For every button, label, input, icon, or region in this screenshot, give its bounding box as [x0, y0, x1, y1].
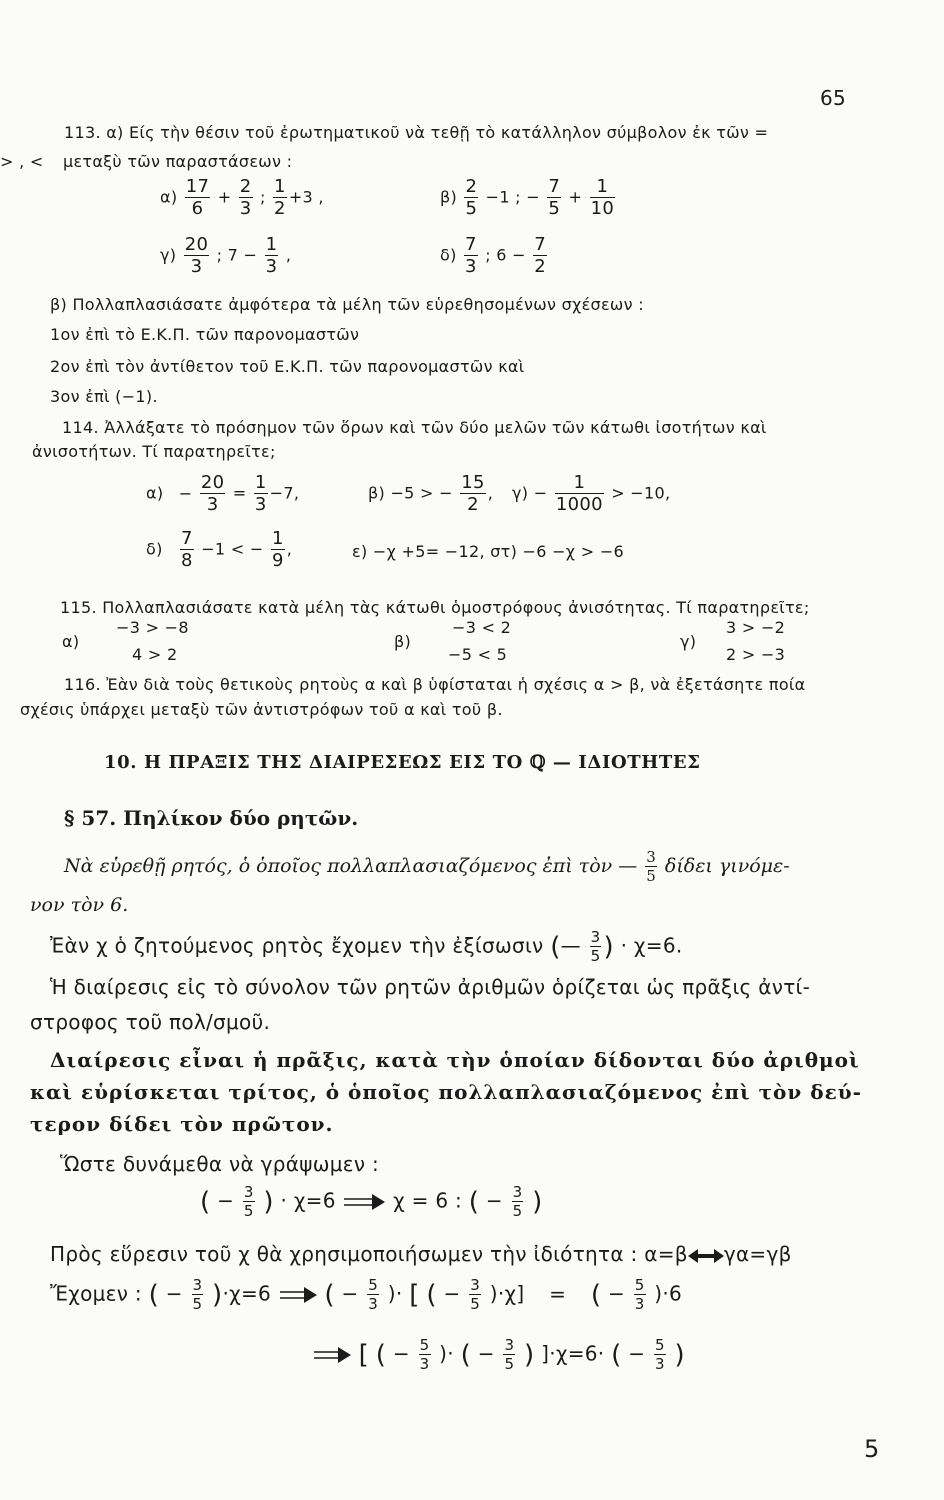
iff-arrow-icon — [688, 1249, 724, 1263]
paren: ( — [468, 1187, 480, 1217]
equation-3 — [312, 1338, 685, 1372]
paren: ( — [611, 1340, 622, 1370]
tail: +3 , — [288, 187, 324, 207]
eq-mid: · χ=6 — [280, 1188, 336, 1213]
division-def-line1: Ἡ διαίρεσις εἰς τὸ σύνολον τῶν ρητῶν ἀριθμῶν ὁρίζεται ὡς πρᾶξις ἀντί- — [50, 975, 811, 999]
mid: −1 < − — [201, 539, 264, 559]
ex116-line2: σχέσις ὑπάρχει μεταξὺ τῶν ἀντιστρόφων τοῦ α καὶ τοῦ β. — [20, 700, 503, 719]
label-b: β) — [368, 483, 386, 503]
minus: − — [165, 1281, 183, 1306]
ex114-line2: ἀνισοτήτων. Τί παρατηρεῖτε; — [32, 442, 276, 461]
fraction: $\frac{2}{3}$ — [239, 176, 252, 219]
division-def-line2: στροφος τοῦ πολ/σμοῦ. — [30, 1010, 271, 1034]
paren: ( — [550, 932, 561, 962]
ex113-symbols: > , < — [0, 152, 44, 171]
fraction: $\frac{3}{5}$ — [646, 848, 656, 885]
fraction: $\frac{5}{3}$ — [634, 1276, 645, 1313]
minus: — — [560, 933, 581, 958]
implies-arrow-icon — [342, 1193, 386, 1211]
paren: ) — [212, 1280, 223, 1310]
ex115-b-l2: −5 < 5 — [448, 645, 508, 664]
paren: ( — [324, 1280, 335, 1310]
fraction: $\frac{1}{3}$ — [265, 234, 278, 277]
fraction: $\frac{3}{5}$ — [470, 1276, 481, 1313]
fraction: $\frac{3}{5}$ — [243, 1183, 254, 1220]
ex115-a-l1: −3 > −8 — [116, 618, 189, 637]
fraction: $\frac{2}{5}$ — [465, 176, 478, 219]
fraction: $\frac{3}{5}$ — [504, 1336, 515, 1373]
ex116-line1: 116. Ἐὰν διὰ τοὺς θετικοὺς ρητοὺς α καὶ β ὑφίσταται ἡ σχέσις α > β, νὰ ἐξετάσητε ποία — [64, 675, 806, 694]
page-number: 65 — [820, 86, 847, 110]
ex115-b-l1: −3 < 2 — [452, 618, 512, 637]
ex114-e: ε) −χ +5= −12, στ) −6 −χ > −6 — [352, 542, 625, 561]
property-text: Πρὸς εὕρεσιν τοῦ χ θὰ χρησιμοποιήσωμεν τὴν ἰδιότητα : α=β — [50, 1242, 688, 1266]
ex114-b — [368, 474, 493, 514]
bracket: ]·χ=6· — [541, 1341, 605, 1366]
op: + — [568, 187, 583, 207]
fraction: $\frac{1}{9}$ — [271, 528, 284, 571]
bracket: [ — [409, 1280, 420, 1310]
ex113-b — [440, 178, 617, 218]
ex113-b-head: β) Πολλαπλασιάσατε ἀμφότερα τὰ μέλη τῶν εὑρεθησομένων σχέσεων : — [50, 295, 644, 314]
paren: ( — [148, 1280, 160, 1310]
problem-text: Νὰ εὑρεθῇ ρητός, ὁ ὁποῖος πολλαπλασιαζόμενος ἐπὶ τὸν — — [64, 855, 638, 877]
ex113-line2-text: μεταξὺ τῶν παραστάσεων : — [62, 152, 293, 171]
paren: ) — [523, 1340, 535, 1370]
fraction: $\frac{15}{2}$ — [461, 472, 485, 515]
bracket: [ — [358, 1340, 370, 1370]
ex115-a-l2: 4 > 2 — [132, 645, 178, 664]
label-g: γ) — [160, 245, 177, 265]
op: + — [217, 187, 232, 207]
signature-number: 5 — [864, 1435, 880, 1463]
paren: )· — [387, 1281, 403, 1306]
fraction: $\frac{3}{5}$ — [590, 928, 601, 965]
property-text-end: γα=γβ — [723, 1242, 792, 1266]
paren: ) — [674, 1340, 685, 1370]
mid: ; 7 − — [216, 245, 258, 265]
label-g: γ) — [512, 483, 529, 503]
fraction: $\frac{7}{8}$ — [181, 528, 193, 571]
fraction: $\frac{7}{3}$ — [465, 234, 477, 277]
mid: −1 ; − — [485, 187, 540, 207]
ex113-g — [160, 236, 291, 276]
tail: −7, — [269, 483, 300, 503]
paren: )·χ] — [489, 1281, 525, 1306]
eq-mid: ·χ=6 — [222, 1281, 272, 1306]
minus: − — [217, 1188, 235, 1213]
eq-text-end: · χ=6. — [620, 933, 683, 958]
problem-text-end: δίδει γινόμε- — [664, 855, 790, 877]
label-a: α) — [160, 187, 178, 207]
minus: − — [477, 1341, 495, 1366]
minus: − — [178, 483, 193, 503]
ex115-head: 115. Πολλαπλασιάσατε κατὰ μέλη τὰς κάτωθι ὁμοστρόφους ἀνισότητας. Τί παρατηρεῖτε; — [60, 598, 810, 617]
minus: − — [628, 1341, 646, 1366]
label-d: δ) — [146, 539, 163, 559]
ex113-d — [440, 236, 549, 276]
label: Ἔχομεν : — [50, 1281, 142, 1306]
ex113-l3: 3ον ἐπὶ (−1). — [50, 387, 158, 406]
label-b: β) — [440, 187, 458, 207]
bold-def-line3: τερον δίδει τὸν πρῶτον. — [30, 1112, 334, 1136]
equation-2 — [50, 1278, 682, 1312]
fraction: $\frac{7}{2}$ — [534, 234, 546, 277]
minus: − — [607, 1281, 626, 1306]
minus: − — [533, 483, 548, 503]
paren: ( — [426, 1280, 437, 1310]
tail: , — [285, 245, 292, 265]
ex115-b-label: β) — [394, 632, 412, 651]
paren: ( — [375, 1340, 387, 1370]
fraction: $\frac{20}{3}$ — [200, 472, 225, 515]
minus: − — [392, 1341, 410, 1366]
paren: )· — [439, 1341, 454, 1366]
label-a: α) — [146, 483, 164, 503]
fraction: $\frac{20}{3}$ — [184, 234, 209, 277]
fraction: $\frac{1}{2}$ — [274, 176, 286, 219]
fraction: $\frac{1}{3}$ — [254, 472, 267, 515]
fraction: $\frac{3}{5}$ — [192, 1276, 203, 1313]
paren: ( — [460, 1340, 472, 1370]
ex115-g-l1: 3 > −2 — [726, 618, 786, 637]
problem-line1 — [64, 850, 790, 884]
implies-arrow-icon — [278, 1286, 318, 1304]
minus: − — [443, 1281, 461, 1306]
ex114-head: 114. Ἀλλάξατε τὸ πρόσημον τῶν ὅρων καὶ τῶν δύο μελῶν τῶν κάτωθι ἰσοτήτων καὶ — [62, 418, 767, 437]
section-title: 10. Η ΠΡΑΞΙΣ ΤΗΣ ΔΙΑΙΡΕΣΕΩΣ ΕΙΣ ΤΟ ℚ — ΙΔΙΟΤΗΤΕΣ — [104, 752, 701, 773]
eq-after: χ = 6 : — [393, 1188, 463, 1213]
bold-def-line1: Διαίρεσις εἶναι ἡ πρᾶξις, κατὰ τὴν ὁποίαν δίδονται δύο ἀριθμοὶ — [50, 1048, 860, 1072]
comma: , — [286, 539, 293, 559]
sep: ; — [259, 187, 266, 207]
paren: ) — [263, 1187, 274, 1217]
eq: = — [549, 1281, 567, 1306]
eq: = — [232, 483, 247, 503]
fraction: $\frac{17}{6}$ — [185, 176, 210, 219]
ex113-a — [160, 178, 324, 218]
paragraph-title: § 57. Πηλίκον δύο ρητῶν. — [64, 806, 359, 830]
bold-def-line2: καὶ εὑρίσκεται τρίτος, ὁ ὁποῖος πολλαπλασιαζόμενος ἐπὶ τὸν δεύ- — [30, 1080, 862, 1104]
equation-1 — [200, 1185, 543, 1219]
ex113-head: 113. α) Είς τὴν θέσιν τοῦ ἐρωτηματικοῦ νὰ τεθῇ τὸ κατάλληλον σύμβολον ἐκ τῶν = — [64, 123, 769, 142]
equation-line — [50, 930, 683, 964]
ex114-d — [146, 530, 292, 570]
fraction: $\frac{5}{3}$ — [368, 1276, 379, 1313]
tail: > −10, — [611, 483, 671, 503]
fraction: $\frac{3}{5}$ — [512, 1183, 523, 1220]
minus: − — [485, 1188, 503, 1213]
fraction: $\frac{5}{3}$ — [655, 1336, 665, 1373]
label-d: δ) — [440, 245, 457, 265]
ex115-a-label: α) — [62, 632, 80, 651]
paren: ( — [200, 1187, 211, 1217]
property-line — [50, 1242, 792, 1266]
ex113-l2: 2ον ἐπὶ τὸν ἀντίθετον τοῦ Ε.Κ.Π. τῶν παρονομαστῶν καὶ — [50, 357, 525, 376]
comma: , — [487, 483, 494, 503]
text: −5 > − — [390, 483, 453, 503]
eq-text: Ἐὰν χ ὁ ζητούμενος ρητὸς ἔχομεν τὴν ἐξίσωσιν — [50, 933, 544, 958]
ex114-a — [146, 474, 299, 514]
paren: ) — [603, 932, 614, 962]
problem-line2: νον τὸν 6. — [30, 894, 129, 916]
ex115-g-label: γ) — [680, 632, 697, 651]
mid: ; 6 − — [485, 245, 526, 265]
ex114-g — [512, 474, 670, 514]
fraction: $\frac{7}{5}$ — [548, 176, 561, 219]
paren: ( — [590, 1280, 602, 1310]
so-line: Ὥστε δυνάμεθα νὰ γράψωμεν : — [60, 1152, 380, 1176]
ex115-g-l2: 2 > −3 — [726, 645, 786, 664]
fraction: $\frac{1}{1000}$ — [555, 472, 603, 515]
minus: − — [341, 1281, 359, 1306]
paren: ) — [532, 1187, 543, 1217]
ex113-l1: 1ον ἐπὶ τὸ Ε.Κ.Π. τῶν παρονομαστῶν — [50, 325, 360, 344]
fraction: $\frac{1}{10}$ — [590, 176, 615, 219]
implies-arrow-icon — [312, 1346, 352, 1364]
paren: )·6 — [654, 1281, 683, 1306]
fraction: $\frac{5}{3}$ — [419, 1336, 430, 1373]
ex113-line2 — [0, 152, 292, 171]
